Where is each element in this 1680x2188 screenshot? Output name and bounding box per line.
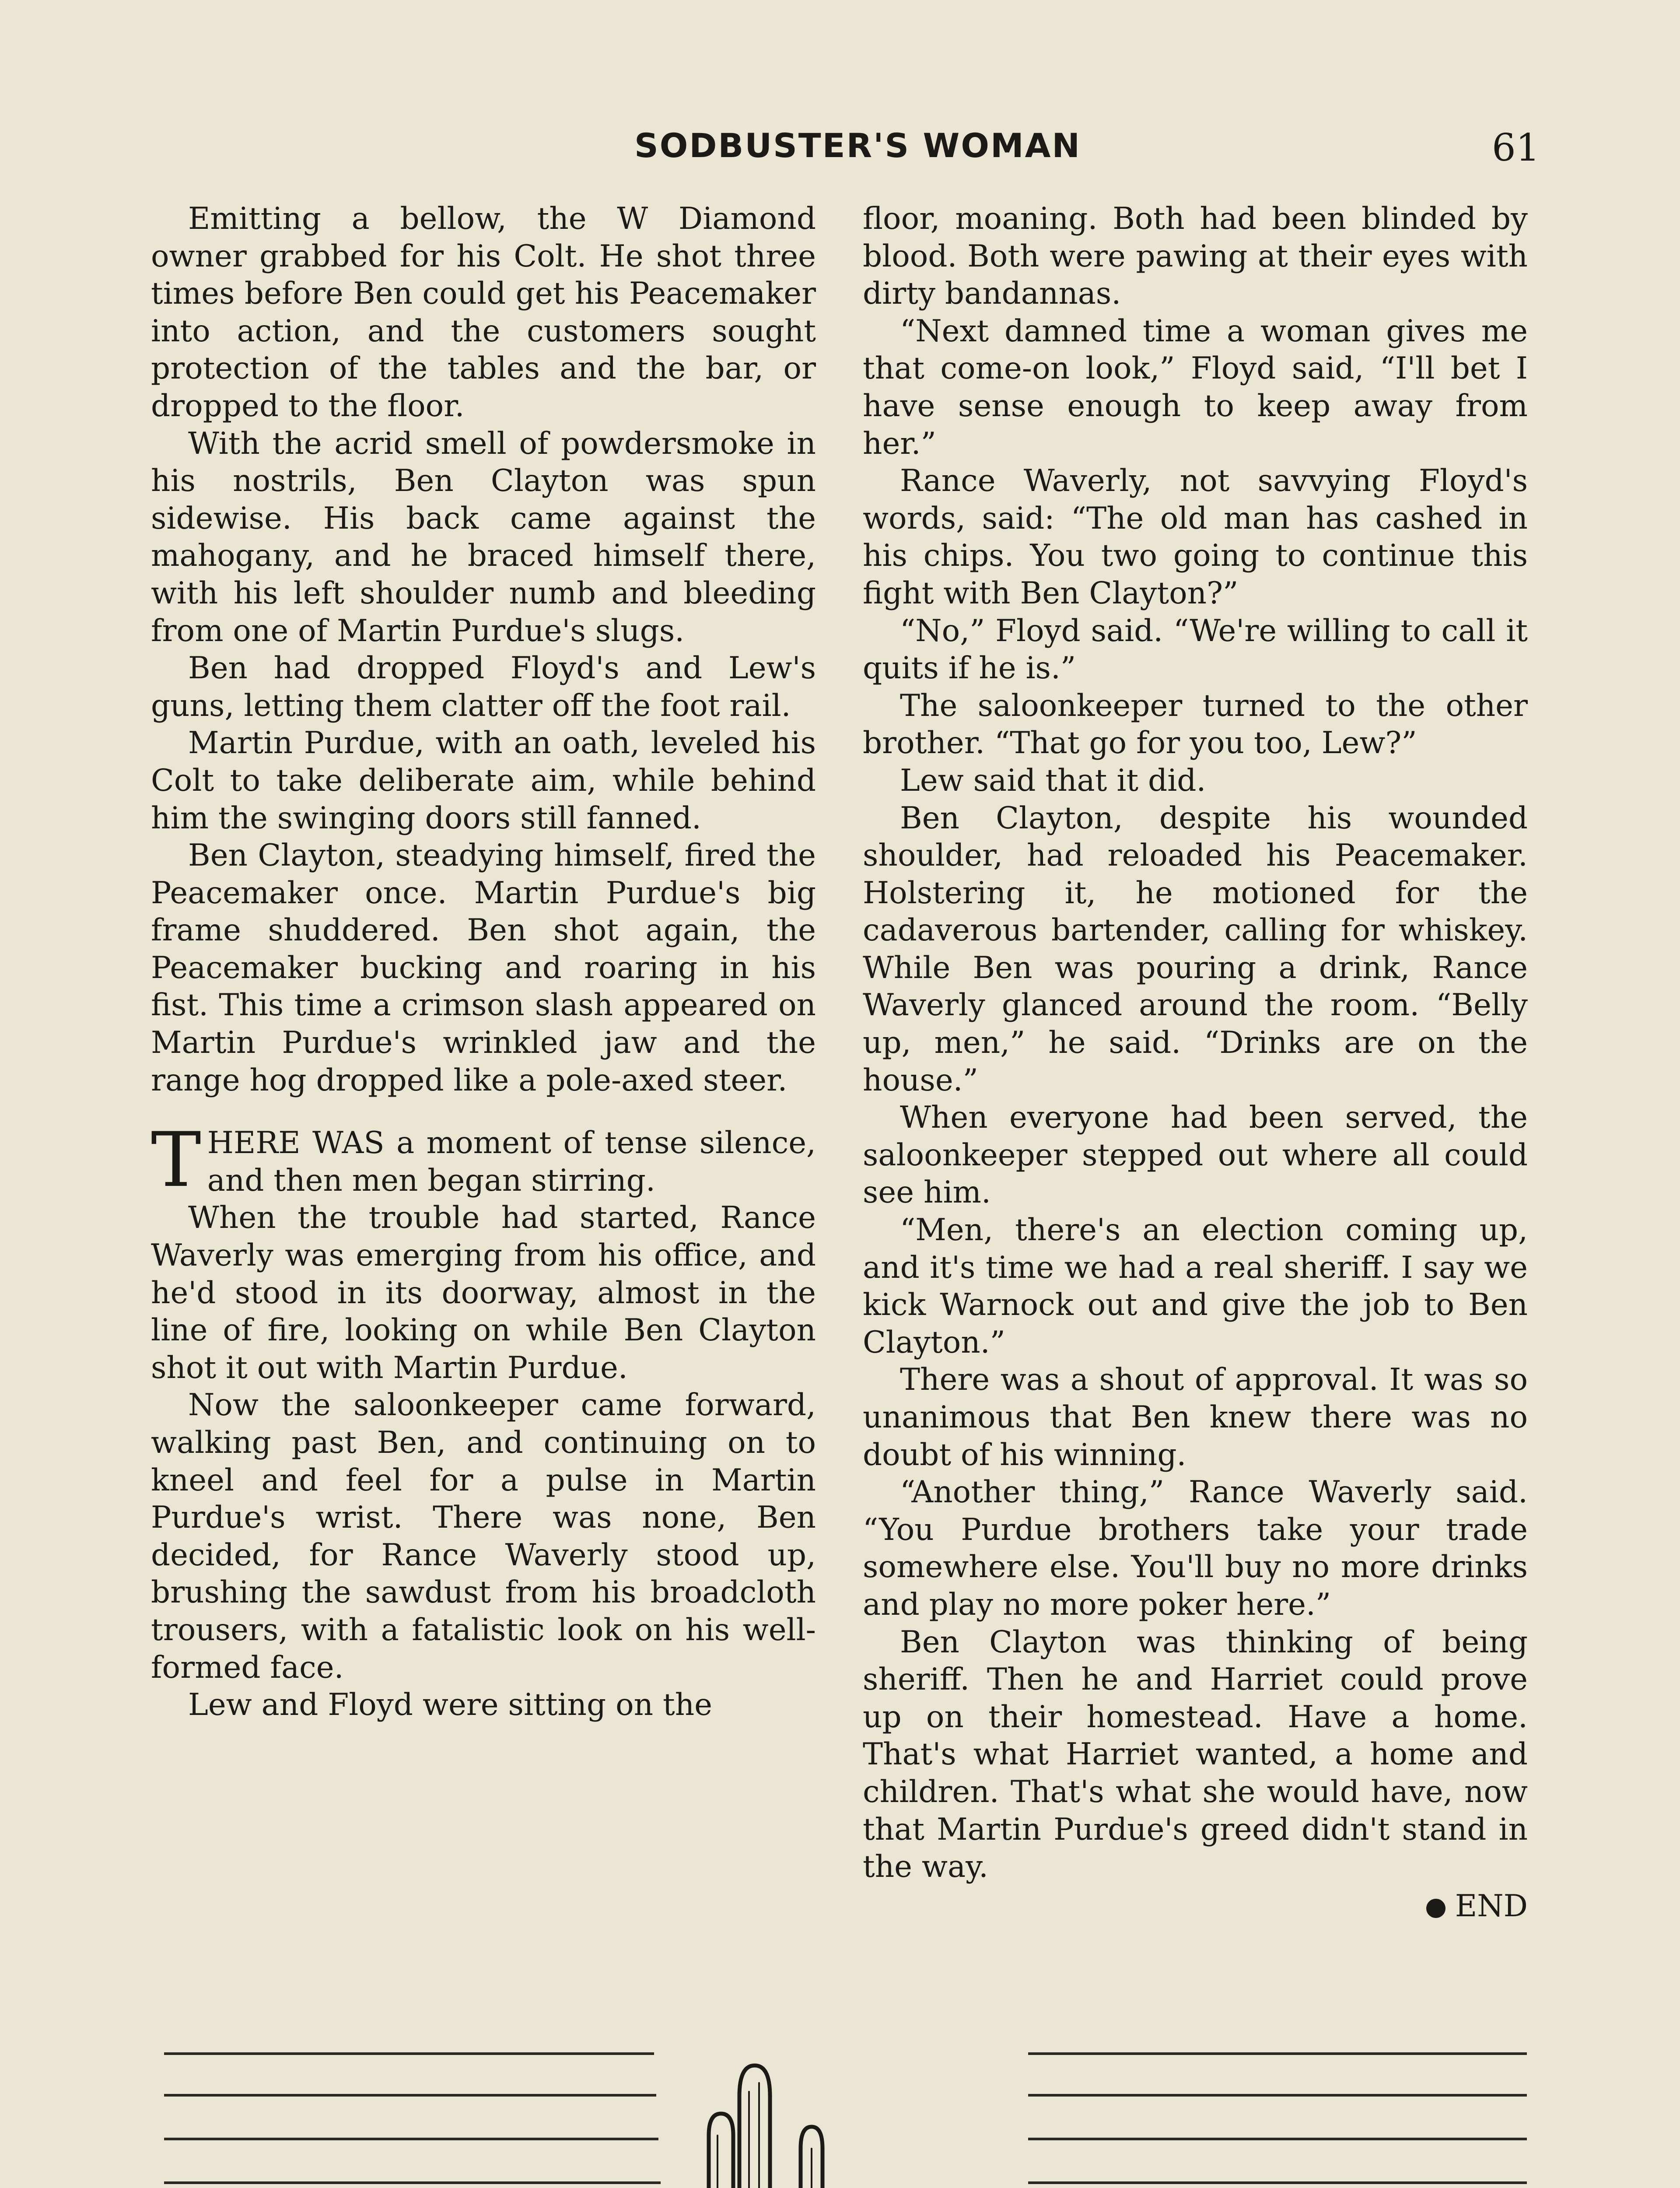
paragraph: There was a shout of approval. It was so unanimous that Ben knew there was no doubt of his winning. [863, 1362, 1528, 1473]
paragraph: “Another thing,” Rance Waverly said. “You Purdue brothers take your trade somewhere else. You'll buy no more drinks and play no more poker here.” [863, 1475, 1528, 1622]
section-break-paragraph [151, 1116, 816, 1204]
paragraph: Ben had dropped Floyd's and Lew's guns, letting them clatter off the foot rail. [151, 651, 816, 723]
end-label: END [1455, 1888, 1528, 1924]
paragraph: “Men, there's an election coming up, and it's time we had a real sheriff. I say we kick Warnock out and give the job to Ben Clayton.” [863, 1213, 1528, 1360]
paragraph: Emitting a bellow, the W Diamond owner grabbed for his Colt. He shot three times before Ben could get his Peacemaker into action, and the customers sought protection of the tables and the bar, or dropped to the floor. [151, 201, 816, 424]
paragraph: Rance Waverly, not savvying Floyd's words, said: “The old man has cashed in his chips. You two going to continue this fight with Ben Clayton?” [863, 463, 1528, 611]
filler-rule [164, 2052, 654, 2055]
filler-rule [1028, 2181, 1527, 2184]
filler-rule [1028, 2094, 1527, 2097]
paragraph: When the trouble had started, Rance Waverly was emerging from his office, and he'd stood in its doorway, almost in the line of fire, looking on while Ben Clayton shot it out with Martin Purdue. [151, 1200, 816, 1385]
filler-rule [1028, 2138, 1527, 2140]
paragraph: Ben Clayton was thinking of being sheriff. Then he and Harriet could prove up on their homestead. Have a home. That's what Harriet wanted, a home and children. That's what she would have, now that Martin Purdue's greed didn't stand in the way. [863, 1624, 1528, 1885]
paragraph: The saloonkeeper turned to the other brother. “That go for you too, Lew?” [863, 688, 1528, 761]
paragraph: Ben Clayton, steadying himself, fired the Peacemaker once. Martin Purdue's big frame shuddered. Ben shot again, the Peacemaker bucking and roaring in his fist. This time a crimson slash appeared on Martin Purdue's wrinkled jaw and the range hog dropped like a pole-axed steer. [151, 838, 816, 1098]
drop-cap: T [151, 1116, 201, 1204]
paragraph: “No,” Floyd said. “We're willing to call it quits if he is.” [863, 613, 1528, 686]
paragraph: Ben Clayton, despite his wounded shoulder, had reloaded his Peacemaker. Holstering it, he motioned for the cadaverous bartender, calling for whiskey. While Ben was pouring a drink, Rance Waverly glanced around the room. “Belly up, men,” he said. “Drinks are on the house.” [863, 800, 1528, 1098]
running-header-title: SODBUSTER'S WOMAN [634, 126, 1082, 165]
end-mark [863, 1888, 1528, 1925]
paragraph: Martin Purdue, with an oath, leveled his Colt to take deliberate aim, while behind him the swinging doors still fanned. [151, 726, 816, 836]
right-column [863, 200, 1528, 1925]
paragraph: Lew and Floyd were sitting on the [188, 1687, 712, 1723]
paragraph: Lew said that it did. [900, 763, 1206, 798]
paragraph: With the acrid smell of powdersmoke in his nostrils, Ben Clayton was spun sidewise. His back came against the mahogany, and he braced himself there, with his left shoulder numb and bleeding from one of Martin Purdue's slugs. [151, 426, 816, 649]
cactus-and-rider-icon [669, 2039, 871, 2188]
bullet-icon [1426, 1899, 1446, 1918]
filler-rule [1028, 2052, 1527, 2055]
paragraph: When everyone had been served, the saloonkeeper stepped out where all could see him. [863, 1100, 1528, 1210]
filler-rule [164, 2094, 656, 2097]
filler-rule [164, 2138, 658, 2140]
page-number: 61 [1492, 126, 1540, 170]
filler-rule [164, 2181, 661, 2184]
paragraph: Now the saloonkeeper came forward, walking past Ben, and continuing on to kneel and feel for a pulse in Martin Purdue's wrist. There was none, Ben decided, for Rance Waverly stood up, brushing the sawdust from his broadcloth trousers, with a fatalistic look on his well-formed face. [151, 1388, 816, 1685]
continued-paragraph: floor, moaning. Both had been blinded by blood. Both were pawing at their eyes with dirty bandannas. [863, 201, 1528, 312]
left-column [151, 200, 816, 1724]
paragraph: “Next damned time a woman gives me that come-on look,” Floyd said, “I'll bet I have sense enough to keep away from her.” [863, 313, 1528, 461]
section-break-text: HERE WAS a moment of tense silence, and then men began stirring. [207, 1126, 816, 1198]
